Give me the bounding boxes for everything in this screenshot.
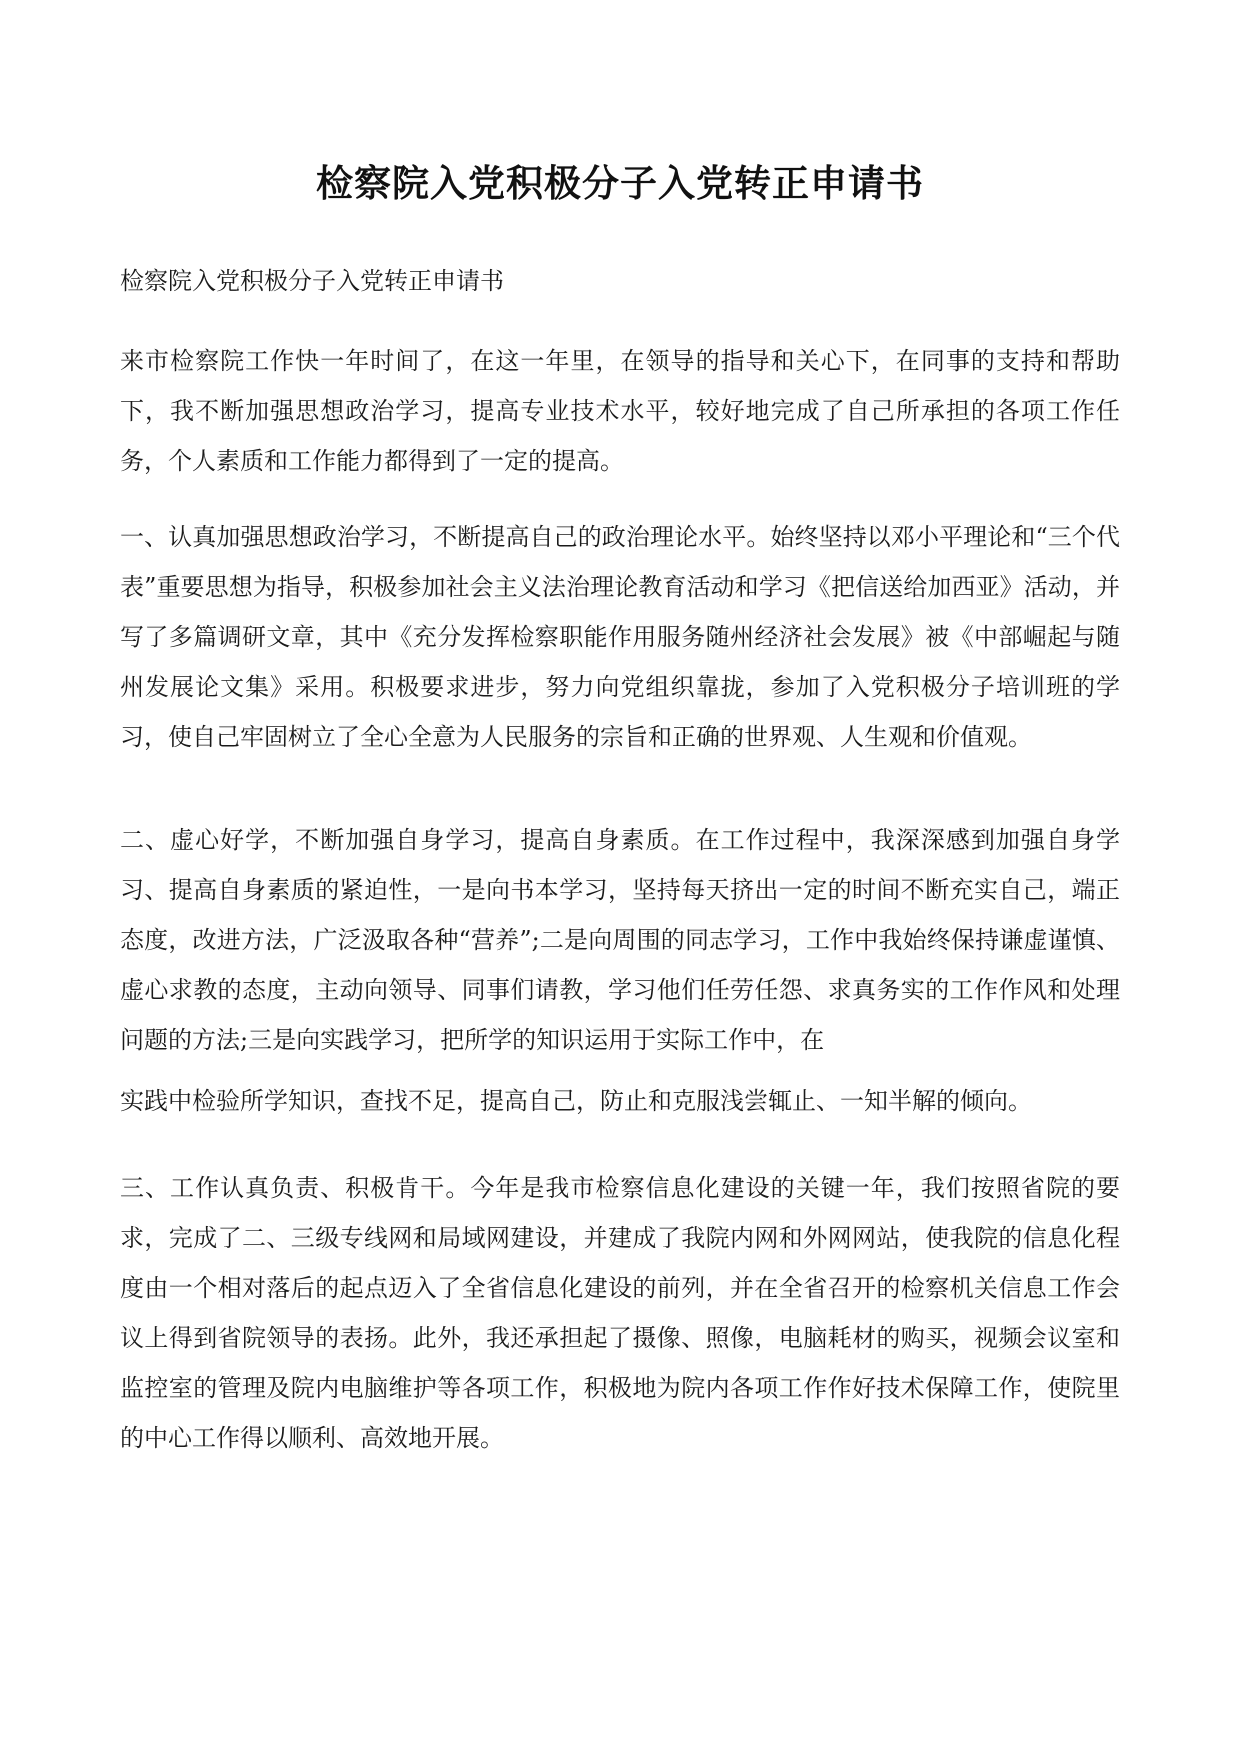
paragraph-section-two-continued: 实践中检验所学知识，查找不足，提高自己，防止和克服浅尝辄止、一知半解的倾向。	[120, 1087, 1032, 1115]
paragraph-subtitle: 检察院入党积极分子入党转正申请书	[120, 267, 504, 295]
paragraph-section-two: 二、虚心好学，不断加强自身学习，提高自身素质。在工作过程中，我深深感到加强自身学习、提高自身素质的紧迫性，一是向书本学习，坚持每天挤出一定的时间不断充实自己，端正态度，改进方法，广泛汲取各种“营养”;二是向周围的同志学习，工作中我始终保持谦虚谨慎、虚心求教的态度，主动向领导、同事们请教，学习他们任劳任怨、求真务实的工作作风和处理问题的方法;三是向实践学习，把所学的知识运用于实际工作中，在	[120, 826, 1120, 1054]
paragraph-section-one: 一、认真加强思想政治学习，不断提高自己的政治理论水平。始终坚持以邓小平理论和“三个代表”重要思想为指导，积极参加社会主义法治理论教育活动和学习《把信送给加西亚》活动，并写了多篇调研文章，其中《充分发挥检察职能作用服务随州经济社会发展》被《中部崛起与随州发展论文集》采用。积极要求进步，努力向党组织靠拢，参加了入党积极分子培训班的学习，使自己牢固树立了全心全意为人民服务的宗旨和正确的世界观、人生观和价值观。	[120, 523, 1120, 751]
paragraph-intro: 来市检察院工作快一年时间了，在这一年里，在领导的指导和关心下，在同事的支持和帮助下，我不断加强思想政治学习，提高专业技术水平，较好地完成了自己所承担的各项工作任务，个人素质和工作能力都得到了一定的提高。	[120, 347, 1120, 475]
document-title: 检察院入党积极分子入党转正申请书	[316, 161, 924, 205]
paragraph-section-three: 三、工作认真负责、积极肯干。今年是我市检察信息化建设的关键一年，我们按照省院的要求，完成了二、三级专线网和局域网建设，并建成了我院内网和外网网站，使我院的信息化程度由一个相对落后的起点迈入了全省信息化建设的前列，并在全省召开的检察机关信息工作会议上得到省院领导的表扬。此外，我还承担起了摄像、照像，电脑耗材的购买，视频会议室和监控室的管理及院内电脑维护等各项工作，积极地为院内各项工作作好技术保障工作，使院里的中心工作得以顺利、高效地开展。	[120, 1174, 1120, 1452]
